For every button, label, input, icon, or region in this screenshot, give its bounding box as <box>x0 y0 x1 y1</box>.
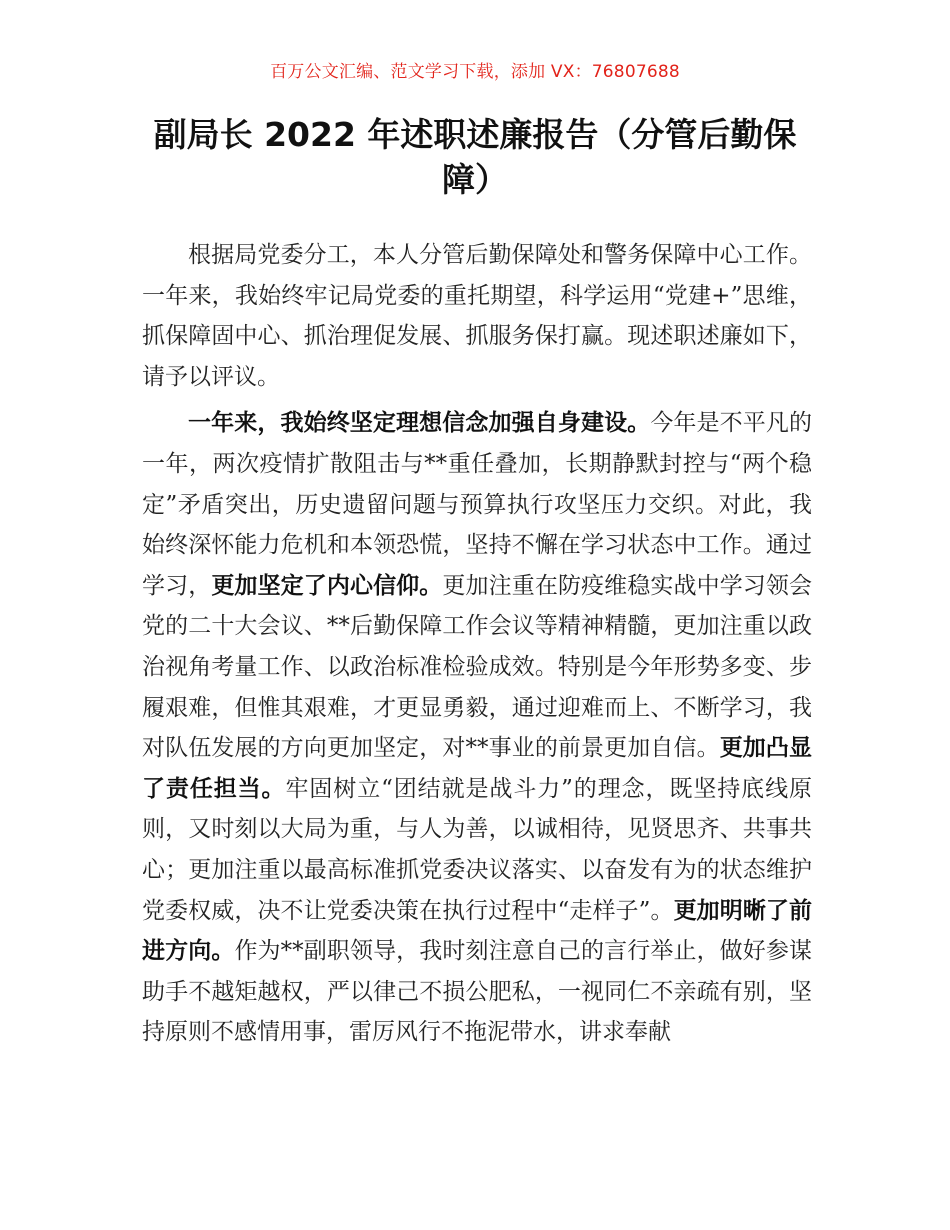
paragraph-text: 更加注重在防疫维稳实战中学习领会党的二十大会议、**后勤保障工作会议等精神精髓，更加注重以政治视角考量工作、以政治标准检验成效。特别是今年形势多变、步履艰难，但惟其艰难，才更显勇毅，通过迎难而上、不断学习，我对队伍发展的方向更加坚定，对**事业的前景更加自信。 <box>142 572 813 762</box>
paragraph-text: 作为**副职领导，我时刻注意自己的言行举止，做好参谋助手不越矩越权，严以律己不损公肥私，一视同仁不亲疏有别，坚持原则不感情用事，雷厉风行不拖泥带水，讲求奉献 <box>142 938 813 1046</box>
paragraph-self-building <box>142 403 812 1053</box>
emphasis-phrase: 更加明晰了前进方向。 <box>142 897 812 965</box>
paragraph-intro: 根据局党委分工，本人分管后勤保障处和警务保障中心工作。一年来，我始终牢记局党委的重托期望，科学运用“党建+”思维，抓保障固中心、抓治理促发展、抓服务保打赢。现述职述廉如下，请予以评议。 <box>142 242 812 390</box>
document-title: 副局长 2022 年述职述廉报告（分管后勤保障） <box>153 115 797 199</box>
paragraph-text: 今年是不平凡的一年，两次疫情扩散阻击与**重任叠加，长期静默封控与“两个稳定”矛盾突出，历史遗留问题与预算执行攻坚压力交织。对此，我始终深怀能力危机和本领恐慌，坚持不懈在学习状态中工作。通过学习， <box>142 410 813 599</box>
paragraph-text: 牢固树立“团结就是战斗力”的理念，既坚持底线原则，又时刻以大局为重，与人为善，以诚相待，见贤思齐、共事共心；更加注重以最高标准抓党委决议落实、以奋发有为的状态维护党委权威，决不让党委决策在执行过程中“走样子”。 <box>142 775 812 924</box>
document-body <box>142 235 812 1059</box>
emphasis-phrase: 更加坚定了内心信仰。 <box>211 572 443 599</box>
header-note: 百万公文汇编、范文学习下载，添加 VX：76807688 <box>270 62 680 82</box>
paragraph-lead-heading: 一年来，我始终坚定理想信念加强自身建设。 <box>188 410 651 437</box>
emphasis-phrase: 更加凸显了责任担当。 <box>142 735 813 802</box>
